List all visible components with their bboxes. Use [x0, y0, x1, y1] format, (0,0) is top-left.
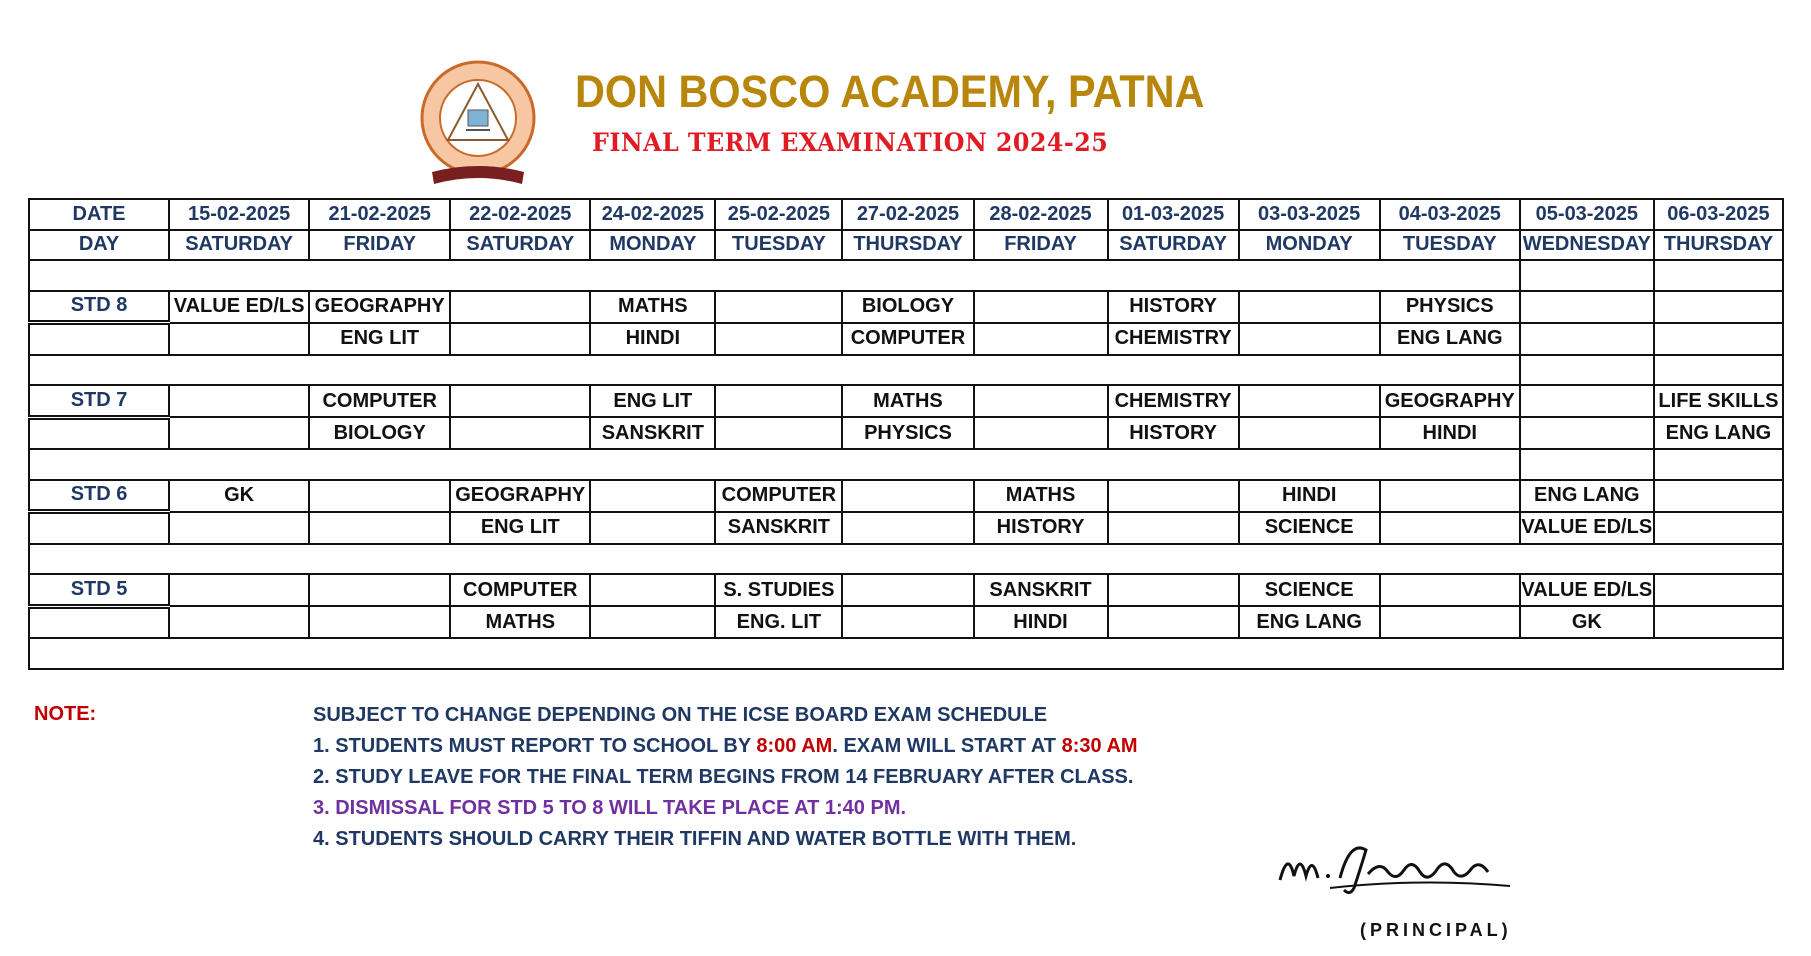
subject-cell [590, 574, 715, 606]
subject-cell [169, 417, 309, 449]
subject-cell [974, 417, 1108, 449]
subject-cell: COMPUTER [309, 385, 450, 417]
subject-cell: VALUE ED/LS [169, 291, 309, 323]
subject-cell [169, 606, 309, 638]
subject-cell [1654, 480, 1783, 512]
subject-cell [1380, 574, 1520, 606]
spacer-cell [29, 355, 1520, 386]
std-label: STD 5 [29, 574, 169, 606]
subject-cell [590, 606, 715, 638]
subject-cell [1108, 574, 1239, 606]
std-label: STD 6 [29, 480, 169, 512]
subject-cell: SCIENCE [1239, 512, 1380, 544]
subject-cell [1654, 606, 1783, 638]
subject-cell [974, 291, 1108, 323]
subject-cell: GEOGRAPHY [450, 480, 590, 512]
spacer-cell [29, 544, 1783, 575]
subject-cell [450, 291, 590, 323]
subject-cell [1239, 323, 1380, 355]
day-label: DAY [29, 230, 169, 261]
std-row [29, 417, 1783, 449]
subject-cell [309, 606, 450, 638]
subject-cell [1380, 480, 1520, 512]
subject-cell [1654, 574, 1783, 606]
std-row [29, 385, 1783, 417]
subject-cell: BIOLOGY [842, 291, 973, 323]
exam-start-time: 8:30 AM [1061, 735, 1138, 757]
subject-cell [169, 323, 309, 355]
subject-cell: LIFE SKILLS [1654, 385, 1783, 417]
subject-cell: HINDI [974, 606, 1108, 638]
subject-cell [590, 512, 715, 544]
subject-cell: HISTORY [974, 512, 1108, 544]
subject-cell [169, 385, 309, 417]
school-name: DON BOSCO ACADEMY, PATNA [575, 66, 1205, 117]
spacer-cell [1654, 449, 1783, 480]
day-cell: THURSDAY [842, 230, 973, 261]
principal-label: (PRINCIPAL) [1360, 920, 1512, 940]
subject-cell: GEOGRAPHY [309, 291, 450, 323]
subject-cell: ENG LIT [450, 512, 590, 544]
spacer-cell [1654, 260, 1783, 291]
date-cell: 04-03-2025 [1380, 199, 1520, 230]
date-cell: 15-02-2025 [169, 199, 309, 230]
subject-cell [842, 574, 973, 606]
date-label: DATE [29, 199, 169, 230]
subject-cell [169, 574, 309, 606]
subject-cell [1654, 291, 1783, 323]
note-text: 1. STUDENTS MUST REPORT TO SCHOOL BY [313, 735, 757, 757]
subject-cell [842, 480, 973, 512]
date-cell: 21-02-2025 [309, 199, 450, 230]
day-cell: MONDAY [590, 230, 715, 261]
subject-cell: GK [1520, 606, 1654, 638]
subject-cell: VALUE ED/LS [1520, 574, 1654, 606]
subject-cell: ENG. LIT [715, 606, 842, 638]
spacer-row [29, 355, 1783, 386]
subject-cell: MATHS [974, 480, 1108, 512]
day-cell: FRIDAY [309, 230, 450, 261]
subject-cell [309, 512, 450, 544]
date-cell: 28-02-2025 [974, 199, 1108, 230]
day-cell: WEDNESDAY [1520, 230, 1654, 261]
subject-cell [590, 480, 715, 512]
std-row [29, 480, 1783, 512]
subject-cell [715, 417, 842, 449]
subject-cell: HINDI [590, 323, 715, 355]
exam-title: FINAL TERM EXAMINATION 2024-25 [592, 128, 1109, 157]
subject-cell [1108, 606, 1239, 638]
subject-cell: MATHS [590, 291, 715, 323]
subject-cell [309, 480, 450, 512]
subject-cell: GEOGRAPHY [1380, 385, 1520, 417]
subject-cell: CHEMISTRY [1108, 385, 1239, 417]
subject-cell: SANSKRIT [590, 417, 715, 449]
subject-cell: SCIENCE [1239, 574, 1380, 606]
subject-cell [1520, 323, 1654, 355]
spacer-cell [29, 449, 1520, 480]
subject-cell [1654, 323, 1783, 355]
std-row [29, 323, 1783, 355]
subject-cell [974, 323, 1108, 355]
subject-cell: SANSKRIT [715, 512, 842, 544]
subject-cell: MATHS [842, 385, 973, 417]
subject-cell [842, 512, 973, 544]
subject-cell [1239, 385, 1380, 417]
date-cell: 03-03-2025 [1239, 199, 1380, 230]
subject-cell [1520, 385, 1654, 417]
note-text: . EXAM WILL START AT [832, 735, 1062, 757]
date-cell: 25-02-2025 [715, 199, 842, 230]
subject-cell: CHEMISTRY [1108, 323, 1239, 355]
subject-cell: PHYSICS [1380, 291, 1520, 323]
blank-label-cell [29, 512, 169, 544]
day-cell: TUESDAY [715, 230, 842, 261]
blank-label-cell [29, 417, 169, 449]
spacer-cell [29, 638, 1783, 669]
principal-signature [1270, 830, 1530, 900]
note-line: 2. STUDY LEAVE FOR THE FINAL TERM BEGINS FROM 14 FEBRUARY AFTER CLASS. [313, 766, 1134, 788]
subject-cell: HISTORY [1108, 417, 1239, 449]
exam-schedule-table [28, 198, 1784, 670]
subject-cell [309, 574, 450, 606]
std-row [29, 574, 1783, 606]
spacer-row [29, 544, 1783, 575]
note-line: 4. STUDENTS SHOULD CARRY THEIR TIFFIN AND WATER BOTTLE WITH THEM. [313, 828, 1077, 850]
subject-cell [842, 606, 973, 638]
day-cell: MONDAY [1239, 230, 1380, 261]
subject-cell: ENG LANG [1654, 417, 1783, 449]
date-cell: 01-03-2025 [1108, 199, 1239, 230]
subject-cell [450, 385, 590, 417]
report-time: 8:00 AM [756, 735, 833, 757]
spacer-row [29, 638, 1783, 669]
subject-cell [1654, 512, 1783, 544]
school-logo [416, 60, 544, 188]
subject-cell [715, 323, 842, 355]
subject-cell [450, 323, 590, 355]
subject-cell: HINDI [1380, 417, 1520, 449]
subject-cell: S. STUDIES [715, 574, 842, 606]
subject-cell: ENG LIT [590, 385, 715, 417]
subject-cell: ENG LANG [1380, 323, 1520, 355]
notes-list [313, 703, 1138, 858]
spacer-cell [1520, 260, 1654, 291]
note-line: SUBJECT TO CHANGE DEPENDING ON THE ICSE BOARD EXAM SCHEDULE [313, 704, 1048, 726]
std-label: STD 8 [29, 291, 169, 323]
subject-cell [1108, 512, 1239, 544]
note-line: 3. DISMISSAL FOR STD 5 TO 8 WILL TAKE PLACE AT 1:40 PM. [313, 797, 907, 819]
date-cell: 22-02-2025 [450, 199, 590, 230]
spacer-cell [1520, 355, 1654, 386]
spacer-row [29, 449, 1783, 480]
subject-cell [715, 385, 842, 417]
date-cell: 05-03-2025 [1520, 199, 1654, 230]
subject-cell: HISTORY [1108, 291, 1239, 323]
note-line [313, 734, 1138, 765]
subject-cell: COMPUTER [450, 574, 590, 606]
subject-cell [450, 417, 590, 449]
subject-cell: SANSKRIT [974, 574, 1108, 606]
day-cell: FRIDAY [974, 230, 1108, 261]
std-label: STD 7 [29, 385, 169, 417]
day-cell: TUESDAY [1380, 230, 1520, 261]
blank-label-cell [29, 606, 169, 638]
subject-cell [1520, 291, 1654, 323]
blank-label-cell [29, 323, 169, 355]
subject-cell: MATHS [450, 606, 590, 638]
subject-cell: BIOLOGY [309, 417, 450, 449]
subject-cell [1520, 417, 1654, 449]
subject-cell [1380, 606, 1520, 638]
date-row [29, 199, 1783, 230]
subject-cell: COMPUTER [715, 480, 842, 512]
spacer-cell [1654, 355, 1783, 386]
subject-cell: COMPUTER [842, 323, 973, 355]
subject-cell [1239, 291, 1380, 323]
date-cell: 24-02-2025 [590, 199, 715, 230]
subject-cell: ENG LANG [1520, 480, 1654, 512]
subject-cell: PHYSICS [842, 417, 973, 449]
subject-cell [1380, 512, 1520, 544]
day-cell: SATURDAY [169, 230, 309, 261]
date-cell: 27-02-2025 [842, 199, 973, 230]
date-cell: 06-03-2025 [1654, 199, 1783, 230]
std-row [29, 606, 1783, 638]
note-label: NOTE: [34, 703, 97, 725]
subject-cell [1239, 417, 1380, 449]
std-row [29, 291, 1783, 323]
subject-cell: ENG LANG [1239, 606, 1380, 638]
subject-cell: HINDI [1239, 480, 1380, 512]
subject-cell [169, 512, 309, 544]
subject-cell: VALUE ED/LS [1520, 512, 1654, 544]
spacer-cell [29, 260, 1520, 291]
spacer-row [29, 260, 1783, 291]
day-cell: SATURDAY [1108, 230, 1239, 261]
subject-cell: ENG LIT [309, 323, 450, 355]
day-cell: SATURDAY [450, 230, 590, 261]
subject-cell [715, 291, 842, 323]
std-row [29, 512, 1783, 544]
subject-cell [974, 385, 1108, 417]
day-row [29, 230, 1783, 261]
subject-cell: GK [169, 480, 309, 512]
subject-cell [1108, 480, 1239, 512]
day-cell: THURSDAY [1654, 230, 1783, 261]
spacer-cell [1520, 449, 1654, 480]
